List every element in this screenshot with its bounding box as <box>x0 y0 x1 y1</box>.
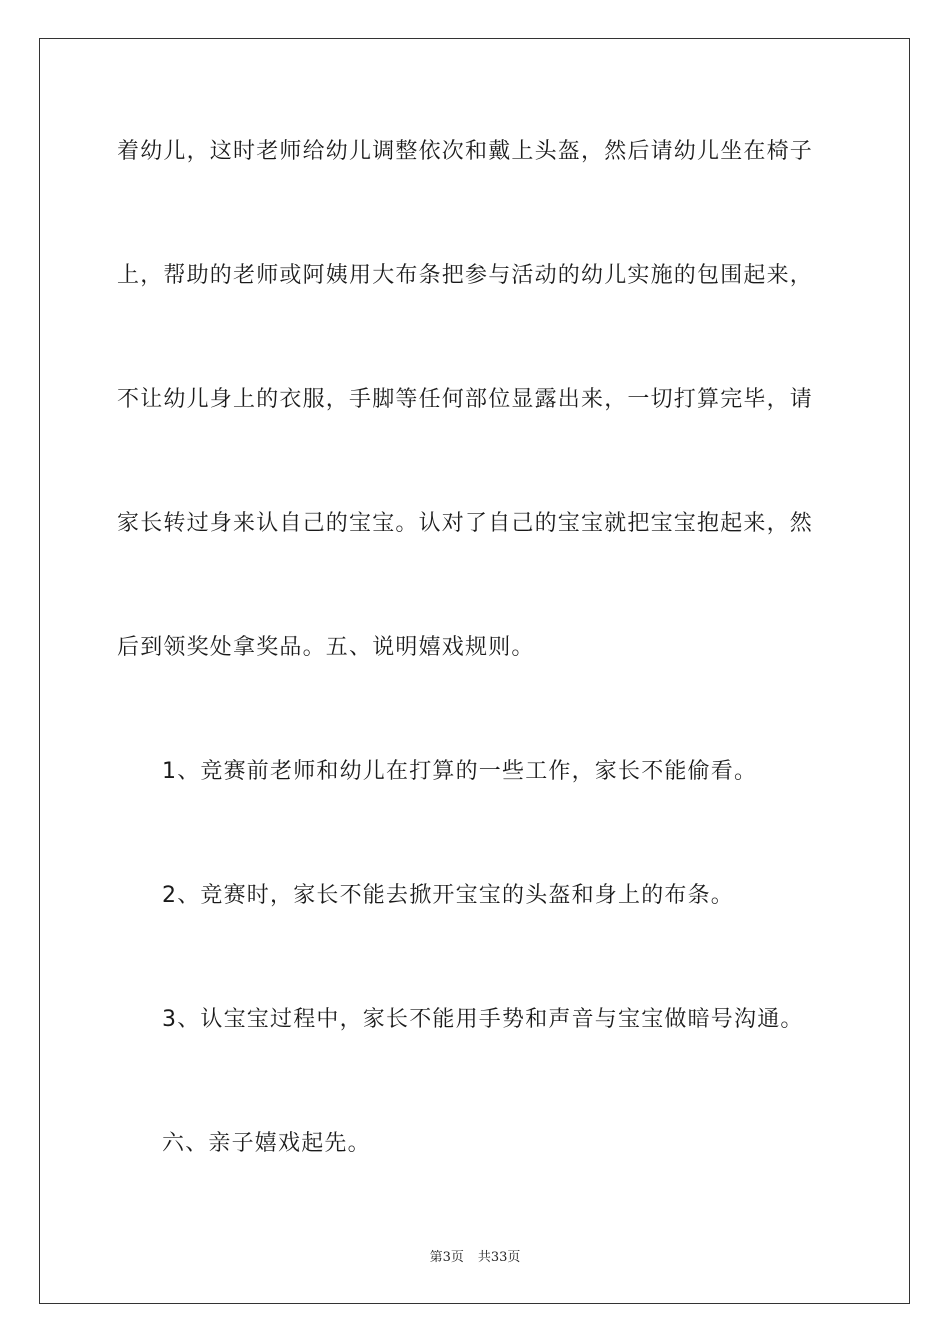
current-page-number: 第3页 <box>429 1250 464 1265</box>
body-text-line: 不让幼儿身上的衣服，手脚等任何部位显露出来，一切打算完毕，请 <box>117 387 814 412</box>
section-heading: 六、亲子嬉戏起先。 <box>162 1131 371 1156</box>
body-text-line: 上，帮助的老师或阿姨用大布条把参与活动的幼儿实施的包围起来， <box>117 263 814 288</box>
body-text-line: 着幼儿，这时老师给幼儿调整依次和戴上头盔，然后请幼儿坐在椅子 <box>117 139 814 164</box>
body-text-line: 家长转过身来认自己的宝宝。认对了自己的宝宝就把宝宝抱起来，然 <box>117 511 814 536</box>
body-text-line: 后到领奖处拿奖品。五、说明嬉戏规则。 <box>117 635 535 660</box>
page-footer <box>0 1246 950 1265</box>
rule-item-1: 1、竞赛前老师和幼儿在打算的一些工作，家长不能偷看。 <box>162 759 758 784</box>
rule-item-3: 3、认宝宝过程中，家长不能用手势和声音与宝宝做暗号沟通。 <box>162 1007 804 1032</box>
rule-item-2: 2、竞赛时，家长不能去掀开宝宝的头盔和身上的布条。 <box>162 883 734 908</box>
page-border <box>39 38 910 1304</box>
total-pages: 共33页 <box>477 1250 521 1265</box>
